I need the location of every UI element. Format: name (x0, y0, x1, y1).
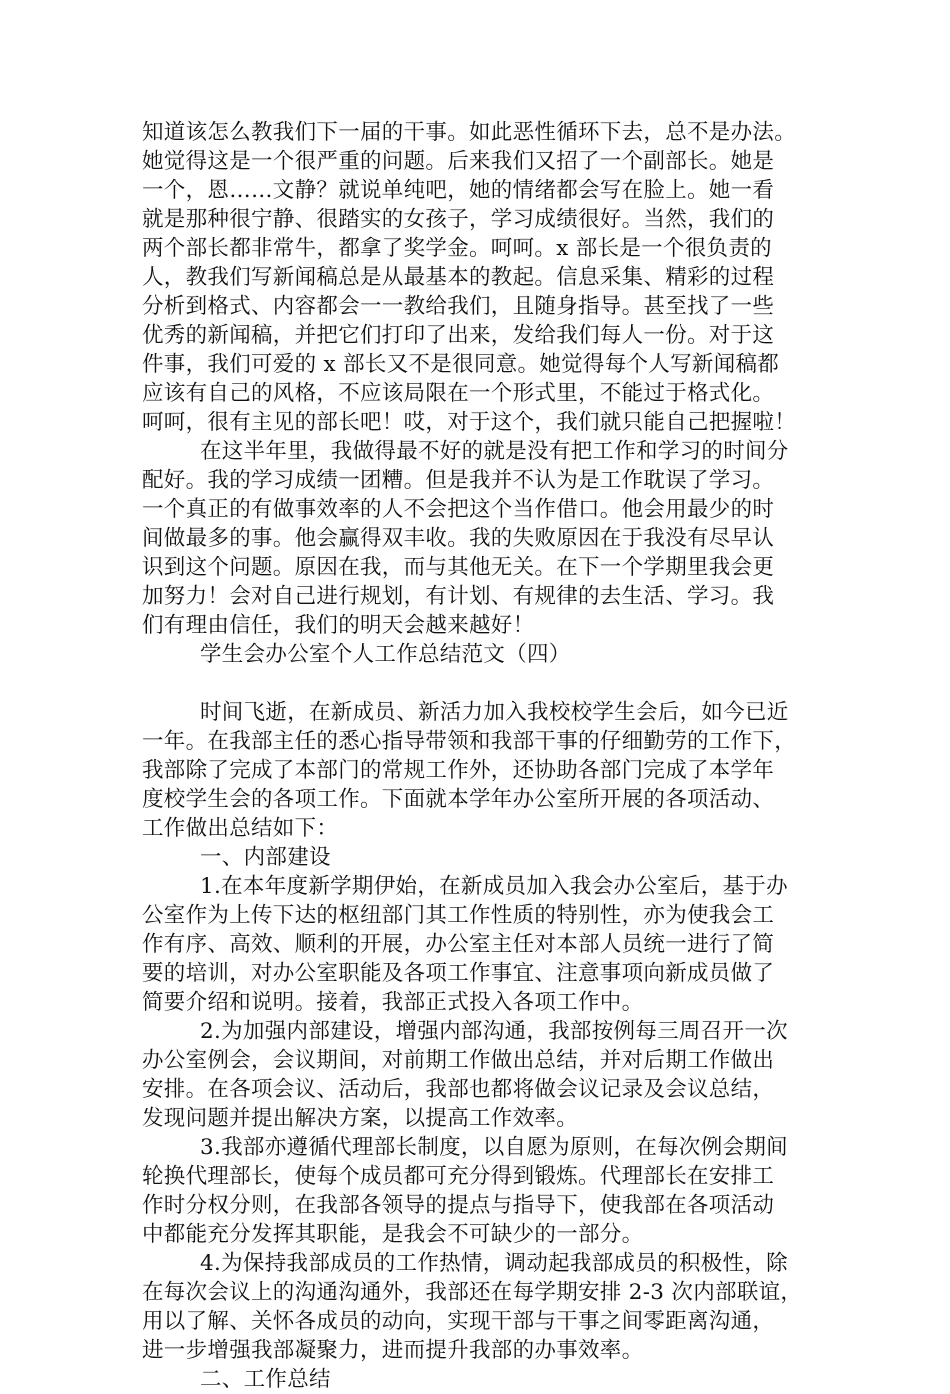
text-line: 2.为加强内部建设，增强内部沟通，我部按例每三周召开一次 (200, 1019, 788, 1044)
text-line: 在每次会议上的沟通沟通外，我部还在每学期安排 2-3 次内部联谊， (142, 1280, 803, 1305)
text-line: 们有理由信任，我们的明天会越来越好！ (142, 613, 535, 638)
text-line: 中都能充分发挥其职能，是我会不可缺少的一部分。 (142, 1222, 644, 1247)
text-line: 1.在本年度新学期伊始，在新成员加入我会办公室后，基于办 (200, 874, 788, 899)
text-line: 两个部长都非常牛，都拿了奖学金。呵呵。x 部长是一个很负责的 (142, 236, 772, 261)
text-line: 呵呵，很有主见的部长吧！哎，对于这个，我们就只能自己把握啦！ (142, 410, 797, 435)
text-line: 安排。在各项会议、活动后，我部也都将做会议记录及会议总结， (142, 1077, 775, 1102)
text-line: 4.为保持我部成员的工作热情，调动起我部成员的积极性，除 (200, 1251, 788, 1276)
text-line: 知道该怎么教我们下一届的干事。如此恶性循环下去，总不是办法。 (142, 120, 797, 145)
text-line: 加努力！会对自己进行规划，有计划、有规律的去生活、学习。我 (142, 584, 775, 609)
text-line: 3.我部亦遵循代理部长制度，以自愿为原则，在每次例会期间 (200, 1135, 788, 1160)
text-line: 间做最多的事。他会赢得双丰收。我的失败原因在于我没有尽早认 (142, 526, 775, 551)
text-line: 一个真正的有做事效率的人不会把这个当作借口。他会用最少的时 (142, 497, 775, 522)
text-line: 分析到格式、内容都会一一教给我们，且随身指导。甚至找了一些 (142, 294, 775, 319)
text-line: 简要介绍和说明。接着，我部正式投入各项工作中。 (142, 990, 644, 1015)
blank-line (142, 669, 832, 698)
text-line: 工作做出总结如下： (142, 816, 339, 841)
text-line: 学生会办公室个人工作总结范文（四） (200, 642, 571, 667)
text-line: 一个，恩……文静？就说单纯吧，她的情绪都会写在脸上。她一看 (142, 178, 775, 203)
text-line: 优秀的新闻稿，并把它们打印了出来，发给我们每人一份。对于这 (142, 323, 775, 348)
text-line: 办公室例会，会议期间，对前期工作做出总结，并对后期工作做出 (142, 1048, 775, 1073)
text-line: 应该有自己的风格，不应该局限在一个形式里，不能过于格式化。 (142, 381, 775, 406)
text-line: 要的培训，对办公室职能及各项工作事宜、注意事项向新成员做了 (142, 961, 775, 986)
text-line: 作有序、高效、顺利的开展，办公室主任对本部人员统一进行了简 (142, 932, 775, 957)
text-line: 就是那种很宁静、很踏实的女孩子，学习成绩很好。当然，我们的 (142, 207, 775, 232)
text-line: 件事，我们可爱的 x 部长又不是很同意。她觉得每个人写新闻稿都 (142, 352, 780, 377)
text-line: 作时分权分则，在我部各领导的提点与指导下，使我部在各项活动 (142, 1193, 775, 1218)
text-line: 在这半年里，我做得最不好的就是没有把工作和学习的时间分 (200, 439, 789, 464)
text-line: 进一步增强我部凝聚力，进而提升我部的办事效率。 (142, 1338, 644, 1363)
text-line: 她觉得这是一个很严重的问题。后来我们又招了一个副部长。她是 (142, 149, 775, 174)
text-line: 用以了解、关怀各成员的动向，实现干部与干事之间零距离沟通， (142, 1309, 775, 1334)
text-line: 轮换代理部长，使每个成员都可充分得到锻炼。代理部长在安排工 (142, 1164, 775, 1189)
text-line: 一、内部建设 (200, 845, 331, 870)
text-line: 人，教我们写新闻稿总是从最基本的教起。信息采集、精彩的过程 (142, 265, 775, 290)
document-body (142, 118, 832, 1394)
text-line: 识到这个问题。原因在我，而与其他无关。在下一个学期里我会更 (142, 555, 775, 580)
text-line: 二、工作总结 (200, 1367, 331, 1392)
text-line: 时间飞逝，在新成员、新活力加入我校校学生会后，如今已近 (200, 700, 789, 725)
text-line: 公室作为上传下达的枢纽部门其工作性质的特别性，亦为使我会工 (142, 903, 775, 928)
text-line: 我部除了完成了本部门的常规工作外，还协助各部门完成了本学年 (142, 758, 775, 783)
text-line: 配好。我的学习成绩一团糟。但是我并不认为是工作耽误了学习。 (142, 468, 775, 493)
text-line: 发现问题并提出解决方案，以提高工作效率。 (142, 1106, 579, 1131)
text-line: 一年。在我部主任的悉心指导带领和我部干事的仔细勤劳的工作下， (142, 729, 797, 754)
text-line: 度校学生会的各项工作。下面就本学年办公室所开展的各项活动、 (142, 787, 775, 812)
